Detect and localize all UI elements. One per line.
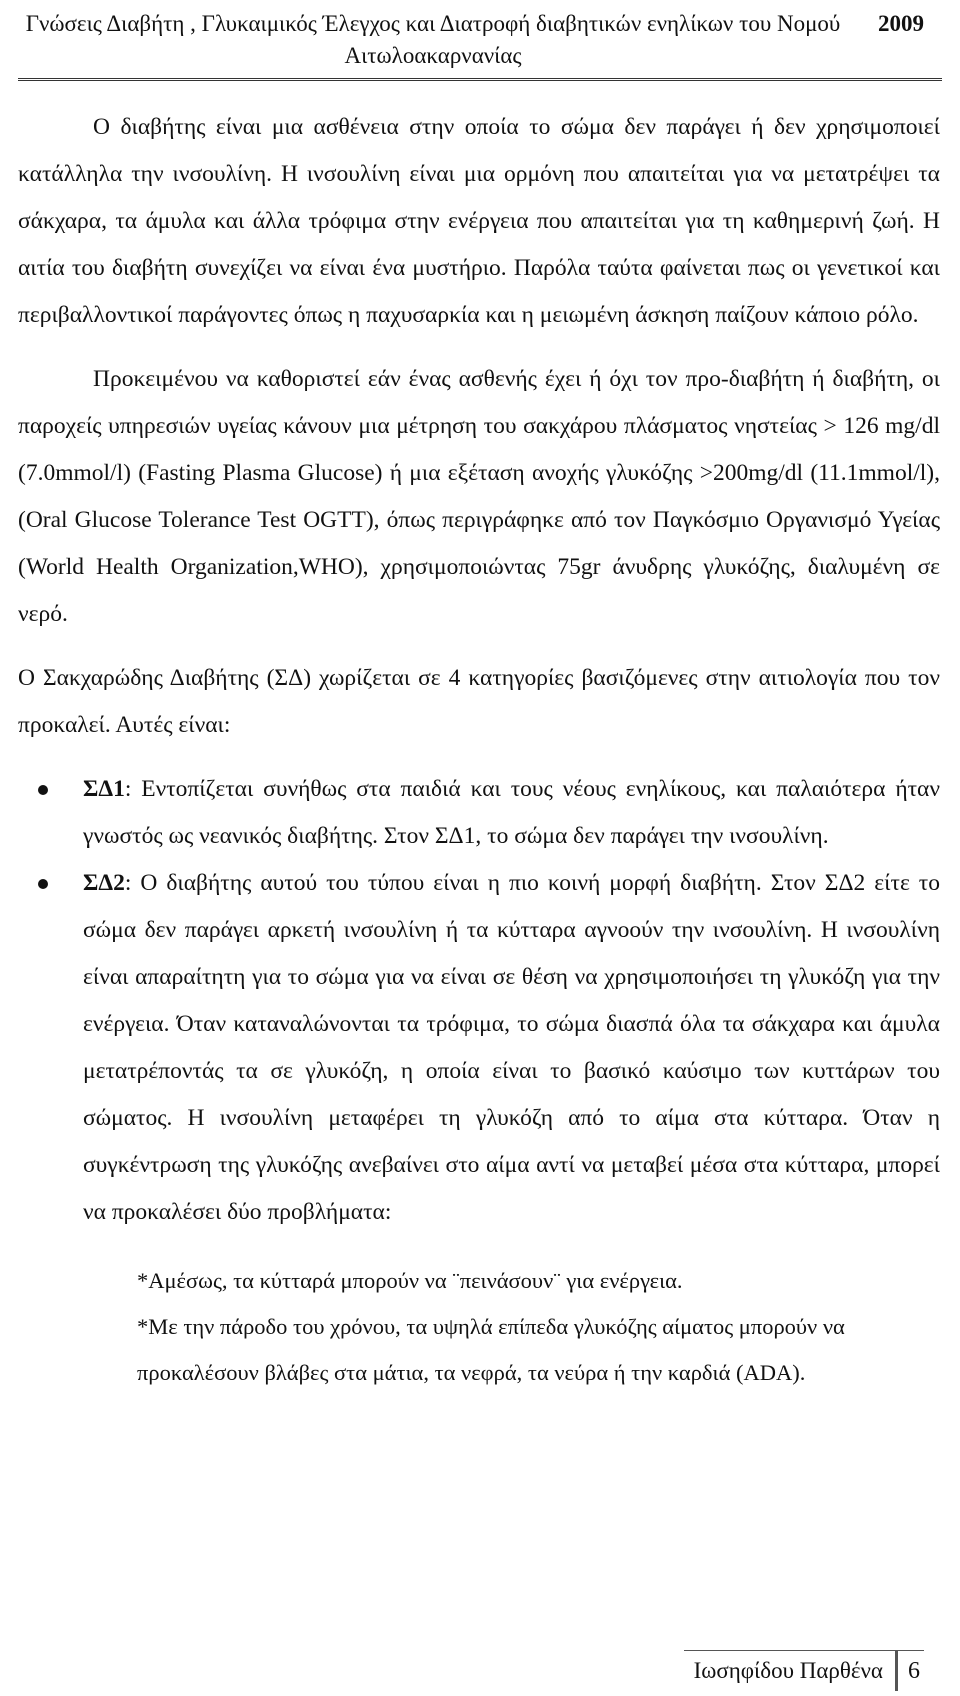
- running-header: [18, 8, 942, 76]
- header-divider: [18, 78, 942, 81]
- list-item-type2: [18, 860, 940, 1236]
- paragraph-diagnosis: Προκειμένου να καθοριστεί εάν ένας ασθενής έχει ή όχι τον προ-διαβήτη ή διαβήτη, οι παροχείς υπηρεσιών υγείας κάνουν μια μέτρηση του σακχάρου πλάσματος νηστείας > 126 mg/dl (7.0mmol/l) (Fasting Plasma Glucose) ή μια εξέταση ανοχής γλυκόζης >200mg/dl (11.1mmol/l), (Oral Glucose Tolerance Test OGTT), όπως περιγράφηκε από τον Παγκόσμιο Οργανισμό Υγείας (World Health Organization,WHO), χρησιμοποιώντας 75gr άνυδρης γλυκόζης, διαλυμένη σε νερό.: [18, 366, 940, 627]
- diabetes-type-list: [18, 766, 940, 1236]
- note-long-term: *Με την πάροδο του χρόνου, τα υψηλά επίπεδα γλυκόζης αίματος μπορούν να προκαλέσουν βλάβες στα μάτια, τα νεφρά, τα νεύρα ή την καρδιά (ADA).: [137, 1314, 845, 1385]
- problems-notes: [18, 1258, 940, 1396]
- paragraph-categories: Ο Σακχαρώδης Διαβήτης (ΣΔ) χωρίζεται σε 4 κατηγορίες βασιζόμενες στην αιτιολογία που τον προκαλεί. Αυτές είναι:: [18, 665, 940, 738]
- document-body: [18, 104, 940, 1396]
- page-number: 6: [895, 1651, 924, 1691]
- type1-text: : Εντοπίζεται συνήθως στα παιδιά και τους νέους ενηλίκους, και παλαιότερα ήταν γνωστός ως νεανικός διαβήτης. Στον ΣΔ1, το σώμα δεν παράγει την ινσουλίνη.: [83, 776, 940, 849]
- header-title: Γνώσεις Διαβήτη , Γλυκαιμικός Έλεγχος και Διατροφή διαβητικών ενηλίκων του Νομού Αιτωλοακαρνανίας: [25, 11, 841, 68]
- header-year: 2009: [878, 11, 924, 36]
- note-immediate: *Αμέσως, τα κύτταρά μπορούν να ¨πεινάσουν¨ για ενέργεια.: [137, 1268, 683, 1293]
- bullet-icon: [38, 785, 48, 795]
- type2-text: : Ο διαβήτης αυτού του τύπου είναι η πιο κοινή μορφή διαβήτη. Στον ΣΔ2 είτε το σώμα δεν παράγει αρκετή ινσουλίνη ή τα κύτταρα αγνοούν την ινσουλίνη. Η ινσουλίνη είναι απαραίτητη για το σώμα για να είναι σε θέση να χρησιμοποιήσει τη γλυκόζη για την ενέργεια. Όταν καταναλώνονται τα τρόφιμα, το σώμα διασπά όλα τα σάκχαρα και άμυλα μετατρέποντάς τα σε γλυκόζη, η οποία είναι το βασικό καύσιμο των κυττάρων του σώματος. Η ινσουλίνη μεταφέρει τη γλυκόζη από το αίμα στα κύτταρα. Όταν η συγκέντρωση της γλυκόζης ανεβαίνει στο αίμα αντί να μεταβεί μέσα στα κύτταρα, μπορεί να προκαλέσει δύο προβλήματα:: [83, 870, 940, 1225]
- type2-term: ΣΔ2: [83, 870, 125, 896]
- list-item-type1: [18, 766, 940, 860]
- page-footer: [684, 1650, 924, 1691]
- footer-author: Ιωσηφίδου Παρθένα: [693, 1658, 883, 1683]
- type1-term: ΣΔ1: [83, 776, 125, 802]
- paragraph-intro: Ο διαβήτης είναι μια ασθένεια στην οποία το σώμα δεν παράγει ή δεν χρησιμοποιεί κατάλληλα την ινσουλίνη. Η ινσουλίνη είναι μια ορμόνη που απαιτείται για να μετατρέψει τα σάκχαρα, τα άμυλα και άλλα τρόφιμα στην ενέργεια που απαιτείται για τη καθημερινή ζωή. Η αιτία του διαβήτη συνεχίζει να είναι ένα μυστήριο. Παρόλα ταύτα φαίνεται πως οι γενετικοί και περιβαλλοντικοί παράγοντες όπως η παχυσαρκία και η μειωμένη άσκηση παίζουν κάποιο ρόλο.: [18, 114, 940, 328]
- bullet-icon: [38, 879, 48, 889]
